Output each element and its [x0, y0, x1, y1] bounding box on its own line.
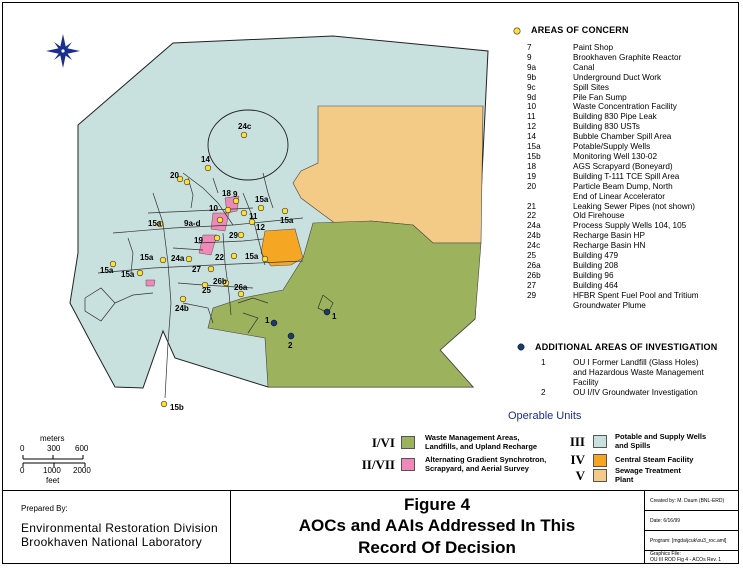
aai-marker	[324, 309, 330, 315]
ou-legend-item-i-vi	[353, 434, 537, 451]
aoc-marker	[186, 256, 192, 262]
aoc-label: 15a	[245, 252, 259, 261]
figure-number: Figure 4	[403, 495, 471, 514]
ou-swatch	[401, 436, 415, 449]
ou-swatch	[593, 435, 607, 448]
ou-roman: II/VII	[361, 456, 395, 472]
list-item: 10 Waste Concentration Facility	[527, 102, 677, 112]
aoc-marker	[233, 198, 239, 204]
aai-marker	[271, 320, 277, 326]
aoc-label: 20	[170, 171, 179, 180]
aai-label: 1	[265, 316, 270, 325]
org-line-2: Brookhaven National Laboratory	[21, 535, 203, 549]
aoc-label: 24c	[238, 122, 252, 131]
list-item: and Hazardous Waste Management	[573, 367, 704, 377]
ou-roman: III	[569, 433, 585, 449]
prepared-by-label: Prepared By:	[21, 504, 68, 513]
aoc-marker	[282, 208, 288, 214]
figure-title-line-1: AOCs and AAIs Addressed In This	[298, 516, 576, 535]
list-item: 9b Underground Duct Work	[527, 72, 662, 82]
list-item: 24a Process Supply Wells 104, 105	[527, 221, 687, 231]
list-item: 14 Bubble Chamber Spill Area	[527, 132, 672, 142]
aoc-marker	[231, 253, 237, 259]
list-item: 15b Monitoring Well 130-02	[527, 151, 658, 161]
org-line-1: Environmental Restoration Division	[21, 521, 218, 535]
program: Program: [mgda\jcuk\ou3_roc.aml]	[644, 531, 739, 551]
list-item: 26a Building 208	[527, 260, 619, 270]
aoc-label: 29	[229, 231, 238, 240]
aoc-label: 26a	[234, 283, 248, 292]
list-item: 29 HFBR Spent Fuel Pool and Tritium	[527, 290, 699, 300]
ou-roman: I/VI	[371, 434, 395, 450]
aoc-marker	[238, 291, 244, 297]
aoc-label: 15a	[140, 253, 154, 262]
aoc-label: 11	[249, 212, 258, 221]
aoc-marker	[262, 256, 268, 262]
ou-desc: Waste Management Areas, Landfills, and Upland Recharge	[425, 433, 538, 451]
scale-meters-label: meters	[40, 434, 65, 443]
list-item: Facility	[573, 377, 599, 387]
figure-frame	[2, 2, 739, 564]
aai-marker	[288, 333, 294, 339]
aoc-label: 22	[215, 253, 224, 262]
list-item: 15a Potable/Supply Wells	[527, 142, 651, 152]
aoc-label: 18	[222, 189, 231, 198]
list-item: 2 OU I/IV Groundwater Investigation	[541, 387, 698, 397]
aai-legend-title: ADDITIONAL AREAS OF INVESTIGATION	[535, 342, 718, 352]
aoc-label: 12	[256, 223, 265, 232]
aoc-marker	[137, 270, 143, 276]
aoc-marker	[238, 232, 244, 238]
aai-legend-marker-icon	[518, 344, 524, 350]
list-item: 24b Recharge Basin HP	[527, 231, 645, 241]
title-block	[3, 490, 739, 564]
aoc-marker	[160, 257, 166, 263]
ou-swatch	[593, 454, 607, 467]
aoc-marker	[214, 235, 220, 241]
list-item: 9d Pile Fan Sump	[527, 92, 627, 102]
operable-units-title: Operable Units	[508, 410, 582, 422]
aai-label: 2	[288, 341, 293, 350]
list-item: 9a Canal	[527, 62, 595, 72]
prepared-by-box	[3, 491, 231, 564]
aoc-legend-marker-icon	[514, 28, 520, 34]
ou-desc: Central Steam Facility	[615, 454, 694, 464]
north-arrow-icon	[46, 34, 80, 68]
ou-desc: Sewage Treatment Plant	[615, 466, 681, 484]
aoc-label: 24b	[175, 304, 189, 313]
ou-legend-item-v	[563, 467, 681, 484]
scale-feet-label: feet	[46, 476, 60, 485]
aai-legend-list	[527, 358, 739, 398]
scale-tick: 600	[75, 444, 89, 453]
list-item: Groundwater Plume	[573, 300, 646, 310]
ou-roman: V	[575, 467, 585, 483]
aoc-legend-list	[527, 43, 733, 310]
aoc-marker	[205, 165, 211, 171]
aai-label: 1	[332, 312, 337, 321]
scale-tick: 2000	[73, 466, 91, 475]
ou-legend-item-ii-vii	[353, 456, 546, 473]
aoc-label: 10	[209, 204, 218, 213]
aoc-label: 15a	[255, 195, 269, 204]
aoc-marker	[241, 132, 247, 138]
ou-desc: Alternating Gradient Synchrotron, Scrapyard, and Aerial Survey	[425, 455, 547, 473]
aoc-label: 26b	[213, 277, 227, 286]
aoc-marker	[180, 296, 186, 302]
list-item: 12 Building 830 USTs	[527, 122, 640, 132]
list-item: 9 Brookhaven Graphite Reactor	[527, 52, 682, 62]
list-item: 26b Building 96	[527, 270, 614, 280]
list-item: 7 Paint Shop	[527, 43, 614, 52]
aoc-label: 9	[233, 190, 238, 199]
aoc-label: 19	[194, 236, 203, 245]
list-item: End of Linear Accelerator	[573, 191, 665, 201]
aoc-marker	[208, 266, 214, 272]
scale-tick: 0	[20, 444, 25, 453]
aoc-label: 25	[202, 286, 211, 295]
aoc-label: 15a	[100, 266, 114, 275]
ou-legend-item-iii	[563, 433, 706, 450]
ou2-area-d	[146, 280, 155, 286]
scale-tick: 0	[20, 466, 25, 475]
aoc-marker	[241, 210, 247, 216]
graphics-file: Graphics File: OU III ROD Fig 4 - ACOs Rev. 1	[650, 551, 722, 563]
aoc-marker	[217, 217, 223, 223]
ou-swatch	[401, 458, 415, 471]
figure-title-box	[230, 491, 645, 564]
aoc-label: 9a-d	[184, 219, 201, 228]
aoc-legend-title: AREAS OF CONCERN	[531, 25, 629, 35]
list-item: 25 Building 479	[527, 251, 619, 261]
list-item: 1 OU I Former Landfill (Glass Holes)	[541, 358, 699, 367]
date: Date: 6/16/99	[644, 511, 739, 531]
list-item: 21 Leaking Sewer Pipes (not shown)	[527, 201, 695, 211]
aoc-label: 24a	[171, 254, 185, 263]
aoc-marker	[225, 207, 231, 213]
aoc-label: 15a	[280, 216, 294, 225]
aoc-label: 27	[192, 265, 201, 274]
aoc-marker	[184, 179, 190, 185]
aoc-label: 15a	[148, 219, 162, 228]
list-item: 22 Old Firehouse	[527, 211, 625, 221]
list-item: 18 AGS Scrapyard (Boneyard)	[527, 161, 673, 171]
list-item: 19 Building T-111 TCE Spill Area	[527, 171, 680, 181]
figure-title-line-2: Record Of Decision	[358, 538, 516, 557]
ou-desc: Potable and Supply Wells and Spills	[615, 432, 707, 450]
list-item: 11 Building 830 Pipe Leak	[527, 112, 657, 122]
aoc-marker	[161, 401, 167, 407]
ou-roman: IV	[570, 452, 585, 467]
aoc-marker	[258, 205, 264, 211]
scale-tick: 1000	[43, 466, 61, 475]
created-by: Created by: M. Daum (BNL-ERD)	[644, 491, 739, 511]
list-item: 9c Spill Sites	[527, 82, 609, 92]
aoc-label: 14	[201, 155, 210, 164]
aoc-label: 15a	[121, 270, 135, 279]
metadata-box	[644, 491, 739, 564]
aoc-label: 15b	[170, 403, 184, 412]
scale-tick: 300	[47, 444, 61, 453]
list-item: 20 Particle Beam Dump, North	[527, 181, 673, 191]
list-item: 24c Recharge Basin HN	[527, 241, 646, 251]
ou-swatch	[593, 469, 607, 482]
list-item: 27 Building 464	[527, 280, 619, 290]
